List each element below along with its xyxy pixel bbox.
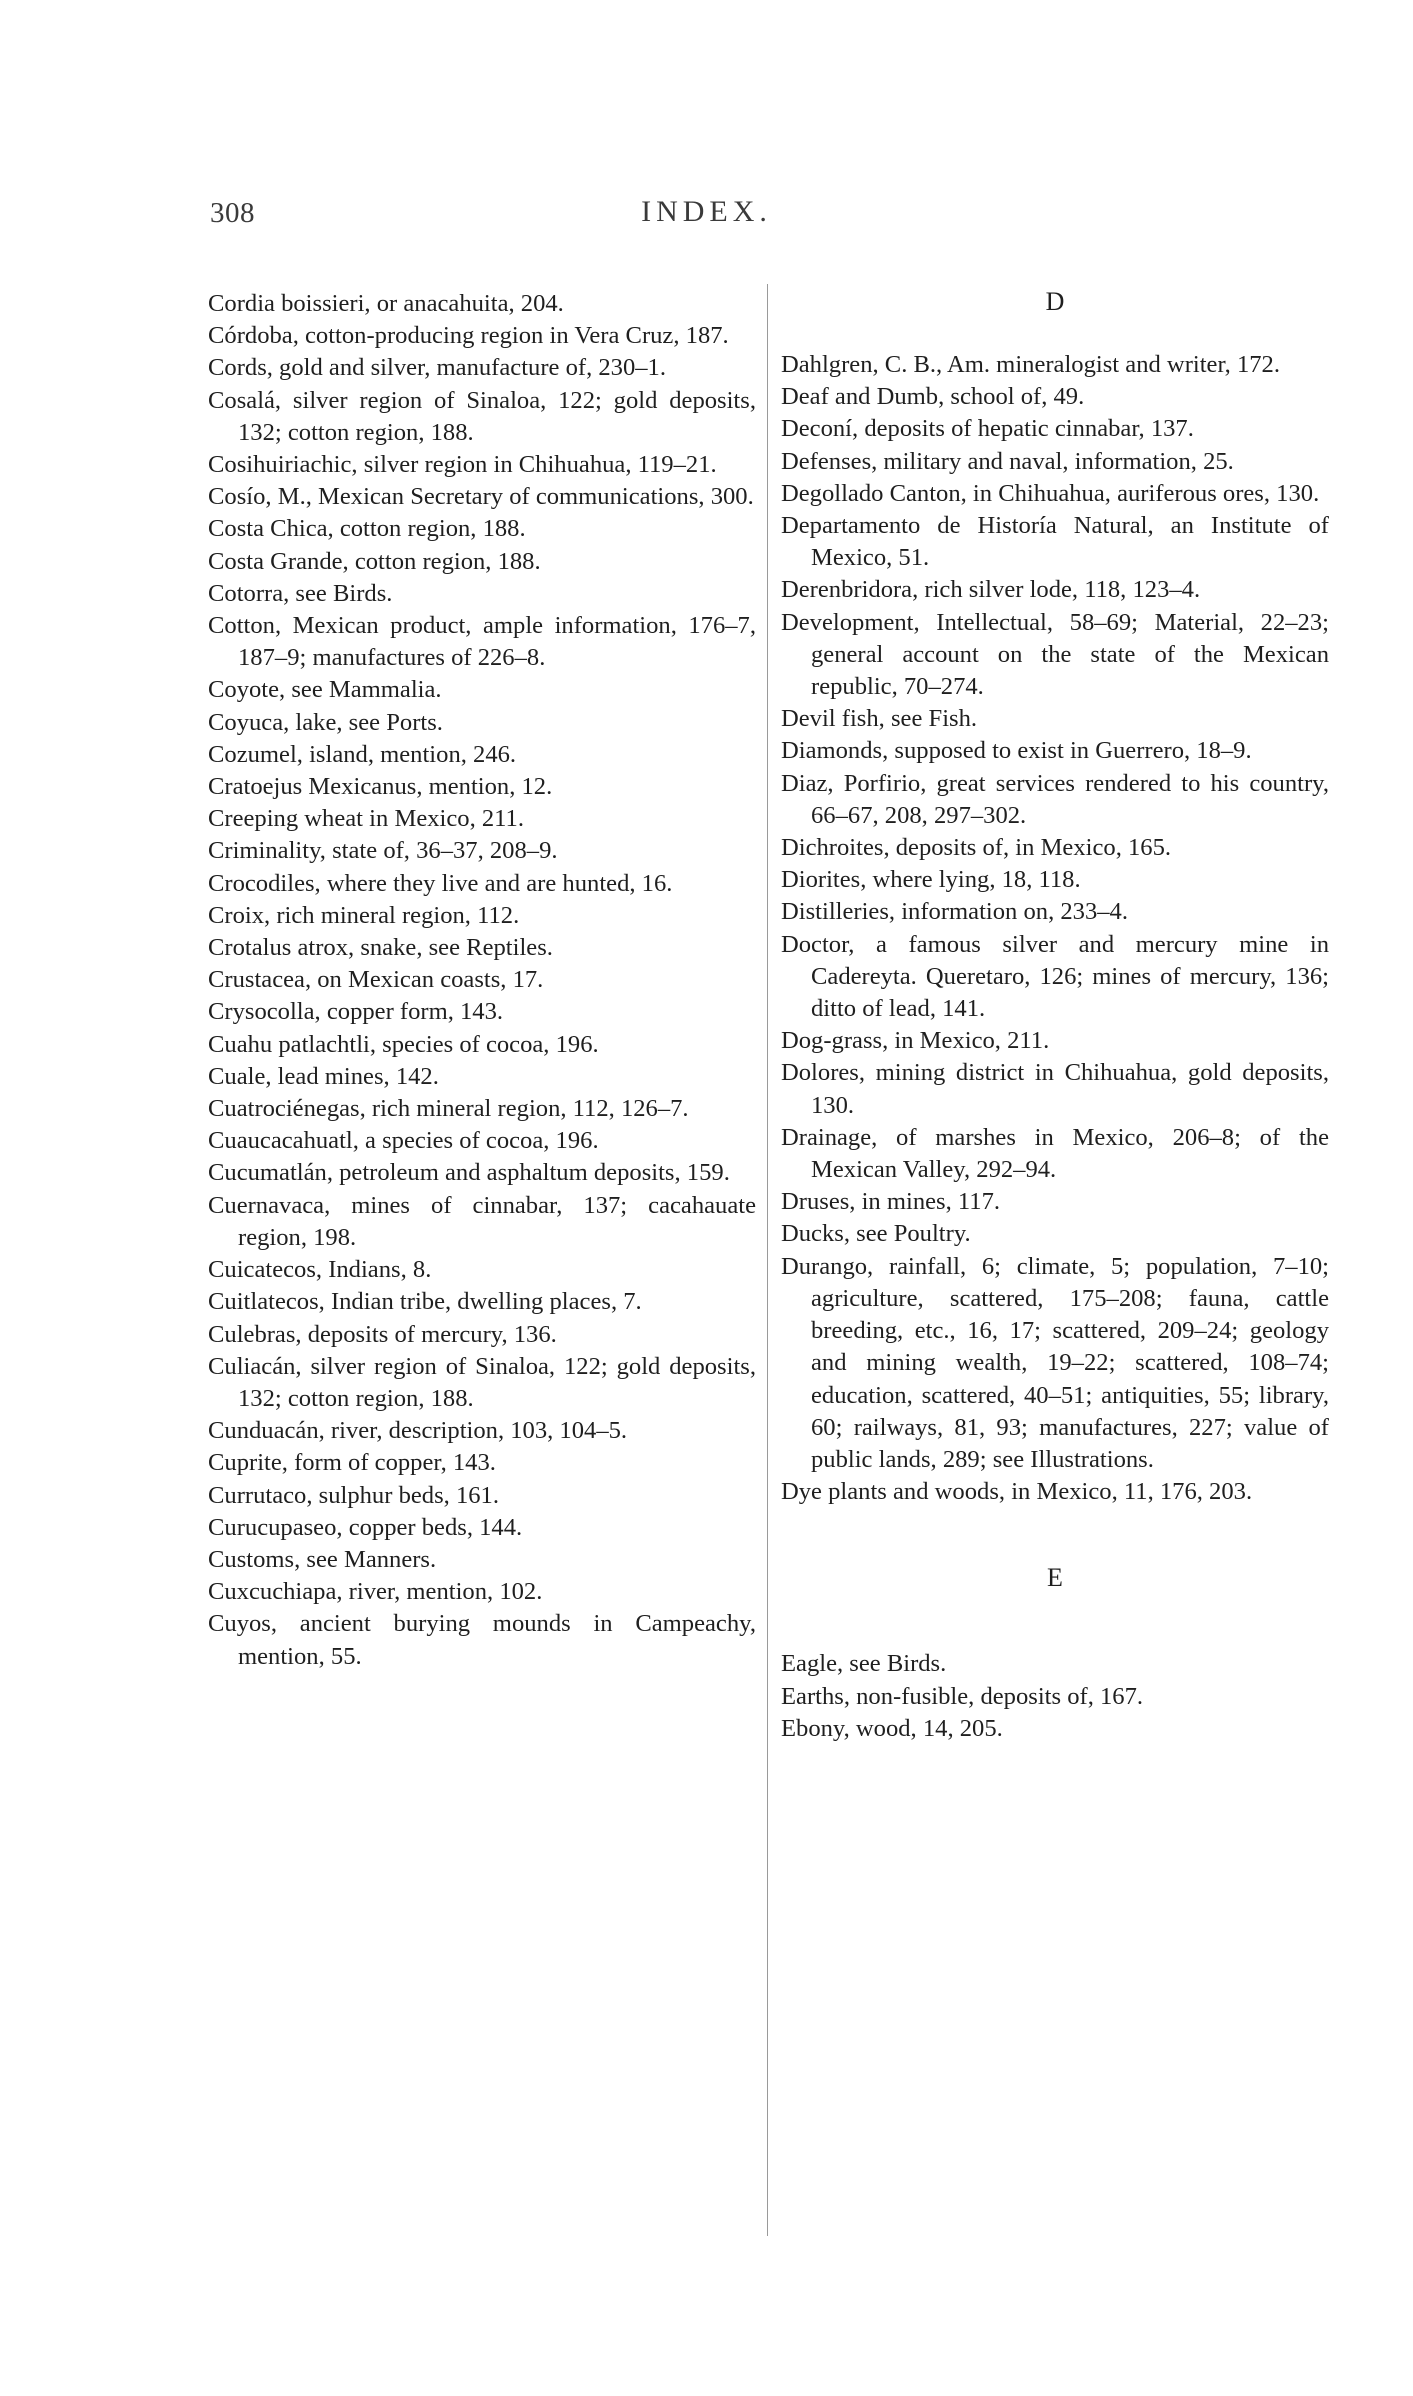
index-entry: Croix, rich mineral region, 112. [208, 901, 520, 929]
index-entry: Culebras, deposits of mercury, 136. [208, 1320, 557, 1348]
column-divider [767, 284, 768, 2236]
index-entry: Cuyos, ancient burying mounds in Campeachy, mention, 55. [208, 1610, 756, 1670]
index-entry: Cuprite, form of copper, 143. [208, 1449, 496, 1477]
index-entry: Defenses, military and naval, information, 25. [781, 447, 1234, 475]
index-entry: Cuahu patlachtli, species of cocoa, 196. [208, 1030, 599, 1058]
section-letter-d: D [1045, 287, 1065, 316]
index-entry: Devil fish, see Fish. [781, 705, 978, 733]
index-entry: Cotorra, see Birds. [208, 579, 393, 607]
index-entry: Development, Intellectual, 58–69; Material, 22–23; general account on the state of the Mexican republic, 70–274. [781, 608, 1329, 701]
index-entry: Diaz, Porfirio, great services rendered to his country, 66–67, 208, 297–302. [781, 769, 1329, 829]
index-entry: Earths, non-fusible, deposits of, 167. [781, 1682, 1144, 1710]
index-entry: Dichroites, deposits of, in Mexico, 165. [781, 834, 1172, 862]
index-entry: Cordia boissieri, or anacahuita, 204. [208, 290, 564, 317]
index-entry: Ebony, wood, 14, 205. [781, 1714, 1003, 1742]
index-entry: Coyote, see Mammalia. [208, 676, 442, 704]
index-entry: Dye plants and woods, in Mexico, 11, 176, 203. [781, 1478, 1253, 1506]
index-entry: Diorites, where lying, 18, 118. [781, 866, 1081, 894]
index-entry: Doctor, a famous silver and mercury mine in Cadereyta. Queretaro, 126; mines of mercury, 136; ditto of lead, 141. [781, 930, 1329, 1023]
index-entry: Currutaco, sulphur beds, 161. [208, 1481, 499, 1509]
index-entry: Deaf and Dumb, school of, 49. [781, 383, 1085, 411]
index-entry: Costa Chica, cotton region, 188. [208, 515, 526, 543]
index-entry: Cosalá, silver region of Sinaloa, 122; gold deposits, 132; cotton region, 188. [208, 386, 756, 446]
index-entry: Distilleries, information on, 233–4. [781, 898, 1129, 926]
index-entry: Departamento de Historía Natural, an Institute of Mexico, 51. [781, 512, 1329, 572]
index-entry: Costa Grande, cotton region, 188. [208, 547, 541, 575]
index-entry: Dog-grass, in Mexico, 211. [781, 1027, 1050, 1055]
index-entry: Crysocolla, copper form, 143. [208, 998, 504, 1026]
index-entry: Cords, gold and silver, manufacture of, 230–1. [208, 354, 666, 382]
page-title: INDEX. [641, 195, 772, 228]
index-entry: Cratoejus Mexicanus, mention, 12. [208, 773, 553, 801]
index-entry: Crocodiles, where they live and are hunted, 16. [208, 869, 673, 897]
index-entry: Cuxcuchiapa, river, mention, 102. [208, 1578, 543, 1606]
left-column [208, 288, 756, 1673]
index-entry: Curucupaseo, copper beds, 144. [208, 1513, 523, 1541]
index-entry: Cosihuiriachic, silver region in Chihuahua, 119–21. [208, 451, 717, 479]
index-entry: Degollado Canton, in Chihuahua, auriferous ores, 130. [781, 479, 1320, 507]
index-entry: Durango, rainfall, 6; climate, 5; population, 7–10; agriculture, scattered, 175–208; fauna, cattle breeding, etc., 16, 17; scattered, 209–24; geology and mining wealth, 19–22; scattered, 108–74; education, scattered, 40–51; antiquities, 55; library, 60; railways, 81, 93; manufactures, 227; value of public lands, 289; see Illustrations. [781, 1252, 1329, 1473]
index-entry: Cuicatecos, Indians, 8. [208, 1256, 432, 1284]
index-entry: Córdoba, cotton-producing region in Vera Cruz, 187. [208, 322, 729, 350]
index-entry: Cozumel, island, mention, 246. [208, 740, 517, 768]
index-entry: Coyuca, lake, see Ports. [208, 708, 443, 736]
page-number: 308 [210, 197, 255, 229]
index-entry: Criminality, state of, 36–37, 208–9. [208, 837, 558, 865]
index-entry: Cucumatlán, petroleum and asphaltum deposits, 159. [208, 1159, 730, 1187]
index-entry: Customs, see Manners. [208, 1545, 437, 1573]
index-entry: Dahlgren, C. B., Am. mineralogist and writer, 172. [781, 351, 1281, 378]
section-letter-e: E [1047, 1563, 1063, 1593]
right-column [781, 288, 1329, 1745]
index-entry: Cotton, Mexican product, ample information, 176–7, 187–9; manufactures of 226–8. [208, 612, 756, 672]
index-entry: Cosío, M., Mexican Secretary of communications, 300. [208, 483, 754, 511]
index-entry: Creeping wheat in Mexico, 211. [208, 805, 524, 833]
index-entry: Diamonds, supposed to exist in Guerrero, 18–9. [781, 737, 1252, 765]
index-entry: Cuitlatecos, Indian tribe, dwelling places, 7. [208, 1288, 642, 1316]
index-entry: Cunduacán, river, description, 103, 104–5. [208, 1417, 628, 1445]
index-entry: Cuaucacahuatl, a species of cocoa, 196. [208, 1127, 599, 1155]
index-entry: Drainage, of marshes in Mexico, 206–8; of the Mexican Valley, 292–94. [781, 1123, 1329, 1184]
index-entry: Dolores, mining district in Chihuahua, gold deposits, 130. [781, 1059, 1329, 1119]
index-entry: Crotalus atrox, snake, see Reptiles. [208, 934, 553, 962]
index-entry: Derenbridora, rich silver lode, 118, 123–4. [781, 576, 1201, 604]
index-entry: Eagle, see Birds. [781, 1650, 947, 1678]
index-entry: Ducks, see Poultry. [781, 1220, 971, 1248]
index-entry: Deconí, deposits of hepatic cinnabar, 137. [781, 415, 1194, 443]
index-entry: Culiacán, silver region of Sinaloa, 122; gold deposits, 132; cotton region, 188. [208, 1352, 756, 1412]
index-entry: Crustacea, on Mexican coasts, 17. [208, 966, 544, 994]
index-entry: Cuale, lead mines, 142. [208, 1062, 439, 1090]
index-entry: Druses, in mines, 117. [781, 1188, 1001, 1216]
index-entry: Cuatrociénegas, rich mineral region, 112, 126–7. [208, 1095, 689, 1123]
index-entry: Cuernavaca, mines of cinnabar, 137; cacahauate region, 198. [208, 1191, 756, 1251]
